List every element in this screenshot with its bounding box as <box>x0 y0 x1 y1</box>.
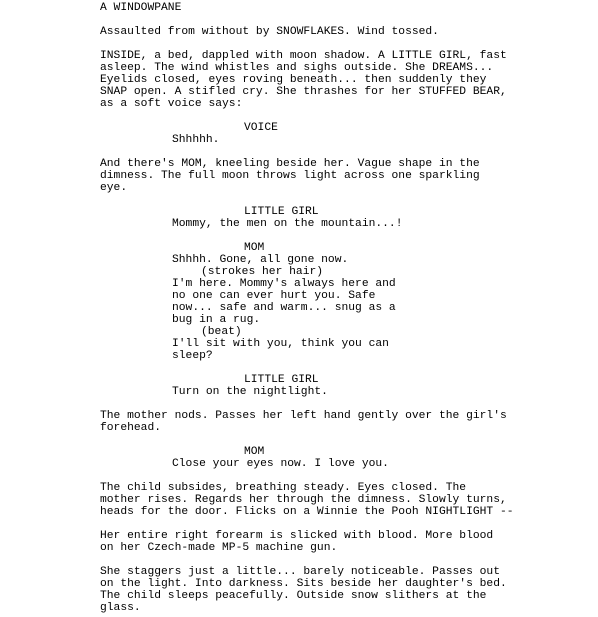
action-line: The child subsides, breathing steady. Eyes closed. The <box>100 482 467 494</box>
character-cue: LITTLE GIRL <box>244 374 319 386</box>
dialogue-line: sleep? <box>172 350 213 362</box>
parenthetical: (beat) <box>201 326 242 338</box>
scene-heading: A WINDOWPANE <box>100 2 182 14</box>
action-line: on her Czech-made MP-5 machine gun. <box>100 542 338 554</box>
dialogue-line: Close your eyes now. I love you. <box>172 458 389 470</box>
action-line: as a soft voice says: <box>100 98 243 110</box>
dialogue-line: I'll sit with you, think you can <box>172 338 389 350</box>
character-cue: LITTLE GIRL <box>244 206 319 218</box>
dialogue-line: bug in a rug. <box>172 314 261 326</box>
character-cue: VOICE <box>244 122 278 134</box>
dialogue-line: Mommy, the men on the mountain...! <box>172 218 403 230</box>
dialogue-line: no one can ever hurt you. Safe <box>172 290 376 302</box>
action-line: glass. <box>100 602 141 614</box>
action-line: The mother nods. Passes her left hand gently over the girl's <box>100 410 507 422</box>
character-cue: MOM <box>244 446 265 458</box>
action-line: Eyelids closed, eyes roving beneath... then suddenly they <box>100 74 487 86</box>
dialogue-line: I'm here. Mommy's always here and <box>172 278 396 290</box>
dialogue-line: Shhhhh. <box>172 134 220 146</box>
action-line: She staggers just a little... barely noticeable. Passes out <box>100 566 500 578</box>
action-line: Her entire right forearm is slicked with blood. More blood <box>100 530 494 542</box>
action-line: Assaulted from without by SNOWFLAKES. Wind tossed. <box>100 26 439 38</box>
action-line: dimness. The full moon throws light across one sparkling <box>100 170 480 182</box>
dialogue-line: Shhhh. Gone, all gone now. <box>172 254 349 266</box>
action-line: heads for the door. Flicks on a Winnie the Pooh NIGHTLIGHT -- <box>100 506 514 518</box>
action-line: mother rises. Regards her through the dimness. Slowly turns, <box>100 494 507 506</box>
action-line: SNAP open. A stifled cry. She thrashes for her STUFFED BEAR, <box>100 86 507 98</box>
character-cue: MOM <box>244 242 265 254</box>
dialogue-line: now... safe and warm... snug as a <box>172 302 396 314</box>
action-line: eye. <box>100 182 128 194</box>
action-line: And there's MOM, kneeling beside her. Vague shape in the <box>100 158 480 170</box>
dialogue-line: Turn on the nightlight. <box>172 386 328 398</box>
action-line: forehead. <box>100 422 162 434</box>
parenthetical: (strokes her hair) <box>201 266 324 278</box>
action-line: asleep. The wind whistles and sighs outside. She DREAMS... <box>100 62 494 74</box>
action-line: INSIDE, a bed, dappled with moon shadow. A LITTLE GIRL, fast <box>100 50 507 62</box>
action-line: The child sleeps peacefully. Outside snow slithers at the <box>100 590 487 602</box>
action-line: on the light. Into darkness. Sits beside her daughter's bed. <box>100 578 507 590</box>
